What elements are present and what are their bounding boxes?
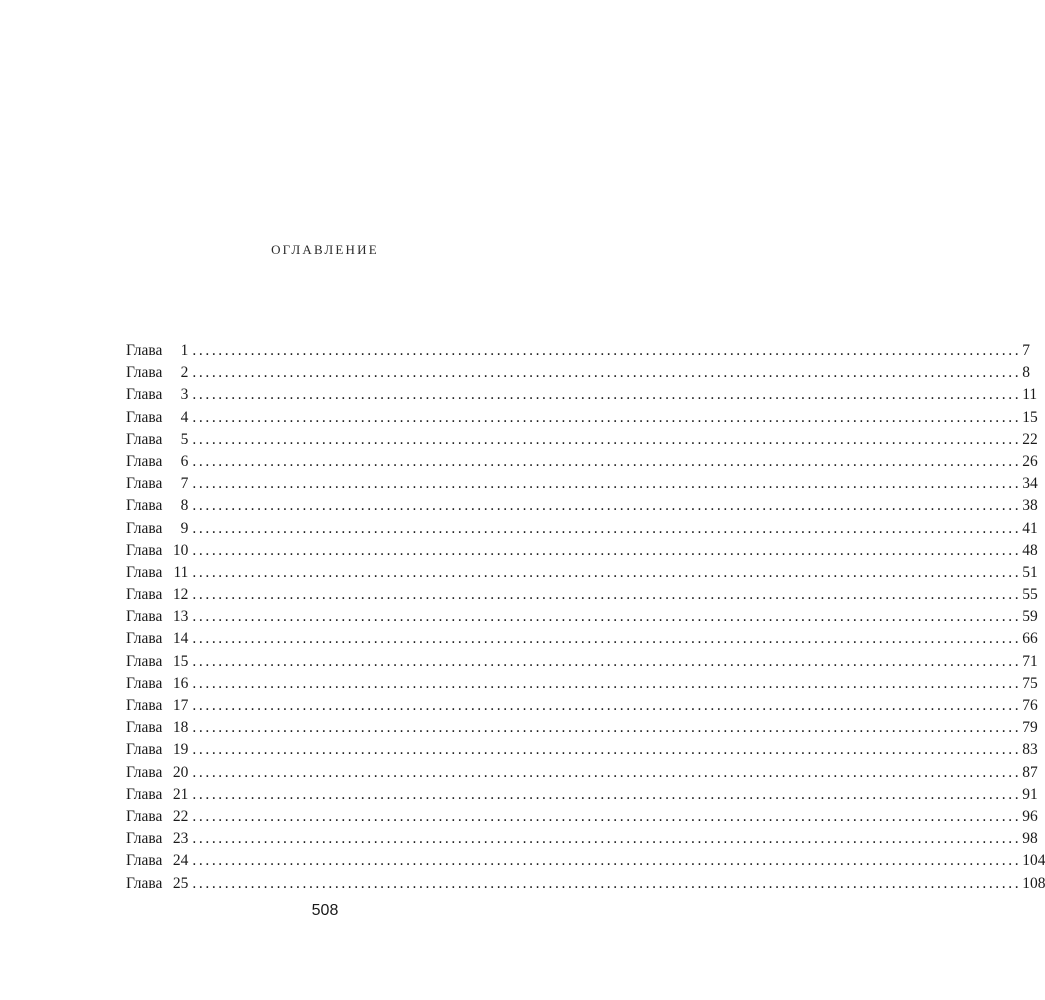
toc-entry-page-number: 108 xyxy=(1022,874,1045,892)
toc-entry xyxy=(126,784,1038,806)
toc-entry-page-number: 8 xyxy=(1022,364,1030,382)
toc-entry-page-number: 41 xyxy=(1022,519,1038,537)
toc-entry xyxy=(126,495,1038,517)
toc-entry-word: Глава xyxy=(126,852,163,870)
toc-entry-word: Глава xyxy=(126,586,163,604)
toc-entry-chapter-number: 3 xyxy=(180,386,189,404)
toc-entry-chapter-number: 6 xyxy=(180,452,189,470)
toc-entry-page-number: 87 xyxy=(1022,763,1038,781)
toc-entry xyxy=(126,762,1038,784)
toc-dot-leader: ................................................................................................................................ xyxy=(192,408,1022,426)
toc-entry-chapter-number: 21 xyxy=(172,785,189,803)
page-number: 508 xyxy=(311,902,339,919)
toc-entry-chapter-number: 8 xyxy=(180,497,189,515)
toc-dot-leader: ................................................................................................................................ xyxy=(192,386,1022,404)
toc-entry-word: Глава xyxy=(126,652,163,670)
toc-entry-word: Глава xyxy=(126,741,163,759)
toc-entry xyxy=(126,695,1038,717)
toc-dot-leader: ................................................................................................................................ xyxy=(192,719,1022,737)
toc-entry-chapter-number: 19 xyxy=(172,741,189,759)
toc-entry xyxy=(126,384,1038,406)
toc-entry-page-number: 91 xyxy=(1022,785,1038,803)
toc-entry-chapter-number: 18 xyxy=(172,719,189,737)
toc-entry-word: Глава xyxy=(126,519,163,537)
toc-entry-chapter-number: 2 xyxy=(180,364,189,382)
toc-entry xyxy=(126,850,1045,872)
toc-entry-word: Глава xyxy=(126,785,163,803)
toc-entry-page-number: 66 xyxy=(1022,630,1038,648)
toc-entry xyxy=(126,828,1038,850)
toc-entry-chapter-number: 11 xyxy=(173,563,189,581)
toc-entry-page-number: 26 xyxy=(1022,452,1038,470)
toc-entry xyxy=(126,673,1038,695)
toc-dot-leader: ................................................................................................................................ xyxy=(192,430,1022,448)
toc-dot-leader: ................................................................................................................................ xyxy=(192,763,1022,781)
toc-entry-chapter-number: 4 xyxy=(180,408,189,426)
toc-entry-page-number: 98 xyxy=(1022,830,1038,848)
toc-entry-chapter-number: 17 xyxy=(172,697,189,714)
toc-entry-word: Глава xyxy=(126,342,163,359)
toc-dot-leader: ................................................................................................................................ xyxy=(192,874,1022,892)
toc-entry-word: Глава xyxy=(126,874,163,892)
toc-entry-page-number: 96 xyxy=(1022,807,1038,825)
table-of-contents xyxy=(126,340,1045,895)
toc-entry-chapter-number: 20 xyxy=(172,763,189,781)
toc-entry-word: Глава xyxy=(126,497,163,515)
toc-dot-leader: ................................................................................................................................ xyxy=(192,630,1022,648)
toc-entry-word: Глава xyxy=(126,674,163,692)
toc-entry-word: Глава xyxy=(126,541,163,559)
toc-dot-leader: ................................................................................................................................ xyxy=(192,741,1022,759)
toc-entry-page-number: 34 xyxy=(1022,475,1038,493)
toc-entry xyxy=(126,739,1038,761)
toc-dot-leader: ................................................................................................................................ xyxy=(192,674,1022,692)
toc-dot-leader: ................................................................................................................................ xyxy=(192,519,1022,537)
toc-dot-leader: ................................................................................................................................ xyxy=(192,497,1022,515)
toc-entry xyxy=(126,340,1030,362)
toc-entry xyxy=(126,451,1038,473)
toc-entry-page-number: 76 xyxy=(1022,697,1038,714)
toc-entry-word: Глава xyxy=(126,430,163,448)
toc-entry-chapter-number: 23 xyxy=(172,830,189,848)
toc-dot-leader: ................................................................................................................................ xyxy=(192,452,1022,470)
toc-entry-page-number: 11 xyxy=(1022,386,1038,404)
toc-entry-word: Глава xyxy=(126,608,163,626)
toc-entry xyxy=(126,651,1038,673)
toc-entry-word: Глава xyxy=(126,475,163,493)
toc-entry xyxy=(126,562,1038,584)
toc-entry xyxy=(126,606,1038,628)
toc-entry-word: Глава xyxy=(126,364,163,382)
toc-dot-leader: ................................................................................................................................ xyxy=(192,563,1022,581)
toc-entry-chapter-number: 13 xyxy=(172,608,189,626)
toc-entry-word: Глава xyxy=(126,386,163,404)
toc-dot-leader: ................................................................................................................................ xyxy=(192,852,1022,870)
page-title: оглавление xyxy=(271,238,379,259)
toc-entry-page-number: 83 xyxy=(1022,741,1038,759)
toc-entry xyxy=(126,717,1038,739)
toc-entry-page-number: 71 xyxy=(1022,652,1038,670)
toc-entry xyxy=(126,473,1038,495)
toc-dot-leader: ................................................................................................................................ xyxy=(192,541,1022,559)
toc-entry-word: Глава xyxy=(126,807,163,825)
toc-dot-leader: ................................................................................................................................ xyxy=(192,785,1022,803)
toc-entry xyxy=(126,518,1038,540)
toc-entry-word: Глава xyxy=(126,408,163,426)
toc-entry-word: Глава xyxy=(126,763,163,781)
toc-entry xyxy=(126,873,1045,895)
toc-entry-chapter-number: 16 xyxy=(172,674,189,692)
toc-dot-leader: ................................................................................................................................ xyxy=(192,475,1022,493)
toc-entry-page-number: 48 xyxy=(1022,541,1038,559)
toc-entry-word: Глава xyxy=(126,563,163,581)
toc-entry xyxy=(126,540,1038,562)
toc-dot-leader: ................................................................................................................................ xyxy=(192,586,1022,604)
toc-entry-page-number: 22 xyxy=(1022,430,1038,448)
toc-dot-leader: ................................................................................................................................ xyxy=(192,697,1022,714)
toc-entry-chapter-number: 12 xyxy=(172,586,189,604)
toc-entry-chapter-number: 14 xyxy=(172,630,189,648)
toc-dot-leader: ................................................................................................................................ xyxy=(192,830,1022,848)
toc-entry xyxy=(126,628,1038,650)
toc-entry-page-number: 7 xyxy=(1022,342,1030,359)
toc-dot-leader: ................................................................................................................................ xyxy=(192,608,1022,626)
toc-entry-chapter-number: 15 xyxy=(172,652,189,670)
toc-entry-page-number: 79 xyxy=(1022,719,1038,737)
toc-dot-leader: ................................................................................................................................ xyxy=(192,652,1022,670)
toc-entry-chapter-number: 22 xyxy=(172,807,189,825)
toc-entry-chapter-number: 25 xyxy=(172,874,189,892)
toc-entry-chapter-number: 5 xyxy=(180,430,189,448)
toc-entry xyxy=(126,806,1038,828)
toc-entry-page-number: 55 xyxy=(1022,586,1038,604)
toc-entry xyxy=(126,584,1038,606)
toc-entry xyxy=(126,362,1030,384)
toc-entry-chapter-number: 24 xyxy=(172,852,189,870)
toc-entry-page-number: 59 xyxy=(1022,608,1038,626)
toc-entry-page-number: 75 xyxy=(1022,674,1038,692)
toc-entry-chapter-number: 1 xyxy=(180,342,189,359)
toc-dot-leader: ................................................................................................................................ xyxy=(192,364,1022,382)
toc-dot-leader: ................................................................................................................................ xyxy=(192,342,1022,359)
toc-entry-word: Глава xyxy=(126,630,163,648)
toc-entry-chapter-number: 7 xyxy=(180,475,189,493)
toc-entry-word: Глава xyxy=(126,719,163,737)
toc-entry-page-number: 104 xyxy=(1022,852,1045,870)
toc-entry-page-number: 15 xyxy=(1022,408,1038,426)
toc-entry-chapter-number: 10 xyxy=(172,541,189,559)
toc-entry-page-number: 38 xyxy=(1022,497,1038,515)
toc-entry-word: Глава xyxy=(126,830,163,848)
toc-entry-word: Глава xyxy=(126,452,163,470)
toc-entry-word: Глава xyxy=(126,697,163,714)
toc-entry-page-number: 51 xyxy=(1022,563,1038,581)
toc-entry xyxy=(126,407,1038,429)
toc-entry xyxy=(126,429,1038,451)
toc-entry-chapter-number: 9 xyxy=(180,519,189,537)
toc-dot-leader: ................................................................................................................................ xyxy=(192,807,1022,825)
